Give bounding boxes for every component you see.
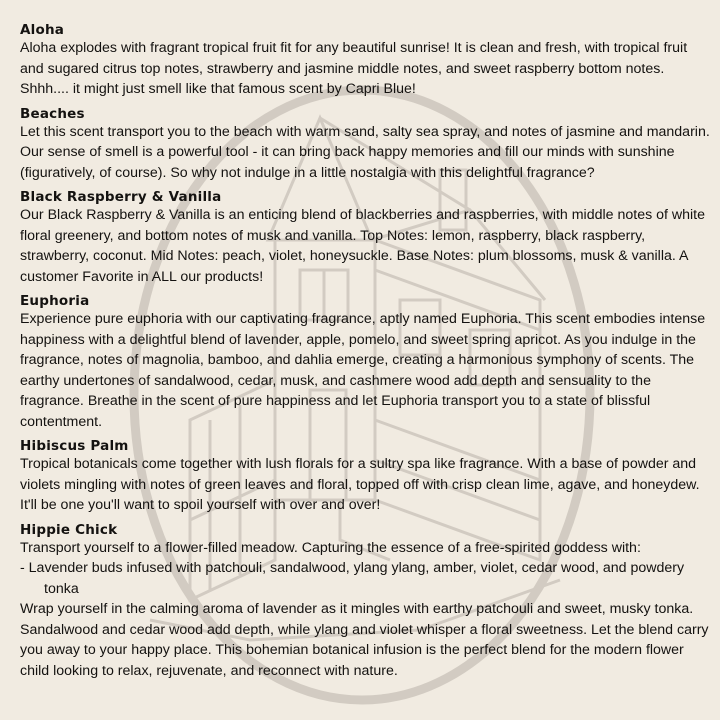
scent-descriptions (20, 22, 710, 687)
scent-title: Hibiscus Palm (20, 438, 129, 454)
scent-title: Beaches (20, 105, 85, 122)
scent-title: Black Raspberry & Vanilla (20, 189, 222, 205)
scent-aloha (20, 22, 710, 100)
scent-intro: Transport yourself to a flower-filled meadow. Capturing the essence of a free-spirited goddess with: (20, 539, 641, 556)
scent-hibiscus-palm (20, 438, 710, 516)
scent-title: Hippie Chick (20, 521, 118, 538)
scent-description: Wrap yourself in the calming aroma of lavender as it mingles with earthy patchouli and sweet, musky tonka. Sandalwood and cedar wood add depth, while ylang and violet whisper a floral sweetness. Let the blend carry you away to your happy place. This bohemian botanical infusion is the perfect blend for the modern flower child looking to relax, rejuvenate, and reconnect with nature. (20, 601, 709, 679)
scent-euphoria (20, 293, 710, 432)
scent-description: Aloha explodes with fragrant tropical fruit fit for any beautiful sunrise! It is clean and fresh, with tropical fruit and sugared citrus top notes, strawberry and jasmine middle notes, and sweet raspberry bottom notes. Shhh.... it might just smell like that famous scent by Capri Blue! (20, 40, 688, 97)
scent-description: Experience pure euphoria with our captivating fragrance, aptly named Euphoria. This scent embodies intense happiness with a delightful blend of lavender, apple, pomelo, and sweet spring apricot. As you indulge in the fragrance, notes of magnolia, bamboo, and dahlia emerge, creating a harmonious symphony of scents. The earthy undertones of sandalwood, cedar, musk, and cashmere wood add depth and sensuality to the fragrance. Breathe in the scent of pure happiness and let Euphoria transport you to a state of blissful contentment. (20, 311, 706, 430)
scent-description: Our Black Raspberry & Vanilla is an enticing blend of blackberries and raspberries, with middle notes of white floral greenery, and bottom notes of musk and vanilla. Top Notes: lemon, raspberry, black raspberry, strawberry, coconut. Mid Notes: peach, violet, honeysuckle. Base Notes: plum blossoms, musk & vanilla. A customer Favorite in ALL our products! (20, 207, 706, 285)
scent-description: Tropical botanicals come together with lush florals for a sultry spa like fragrance. With a base of powder and violets mingling with notes of green leaves and floral, topped off with crisp clean lime, agave, and honeydew. It'll be one you'll want to spoil yourself with over and over! (20, 456, 700, 513)
scent-hippie-chick (20, 522, 710, 682)
scent-description: Let this scent transport you to the beach with warm sand, salty sea spray, and notes of jasmine and mandarin. Our sense of smell is a powerful tool - it can bring back happy memories and fill our minds with sunshine (figuratively, of course). So why not indulge in a little nostalgia with this delightful fragrance? (20, 123, 710, 181)
scent-title: Aloha (20, 22, 65, 38)
scent-black-raspberry-vanilla (20, 189, 710, 287)
scent-title: Euphoria (20, 293, 90, 309)
scent-note-bullet: - Lavender buds infused with patchouli, sandalwood, ylang ylang, amber, violet, cedar wood, and powdery tonka (20, 560, 685, 597)
scent-beaches (20, 106, 710, 184)
